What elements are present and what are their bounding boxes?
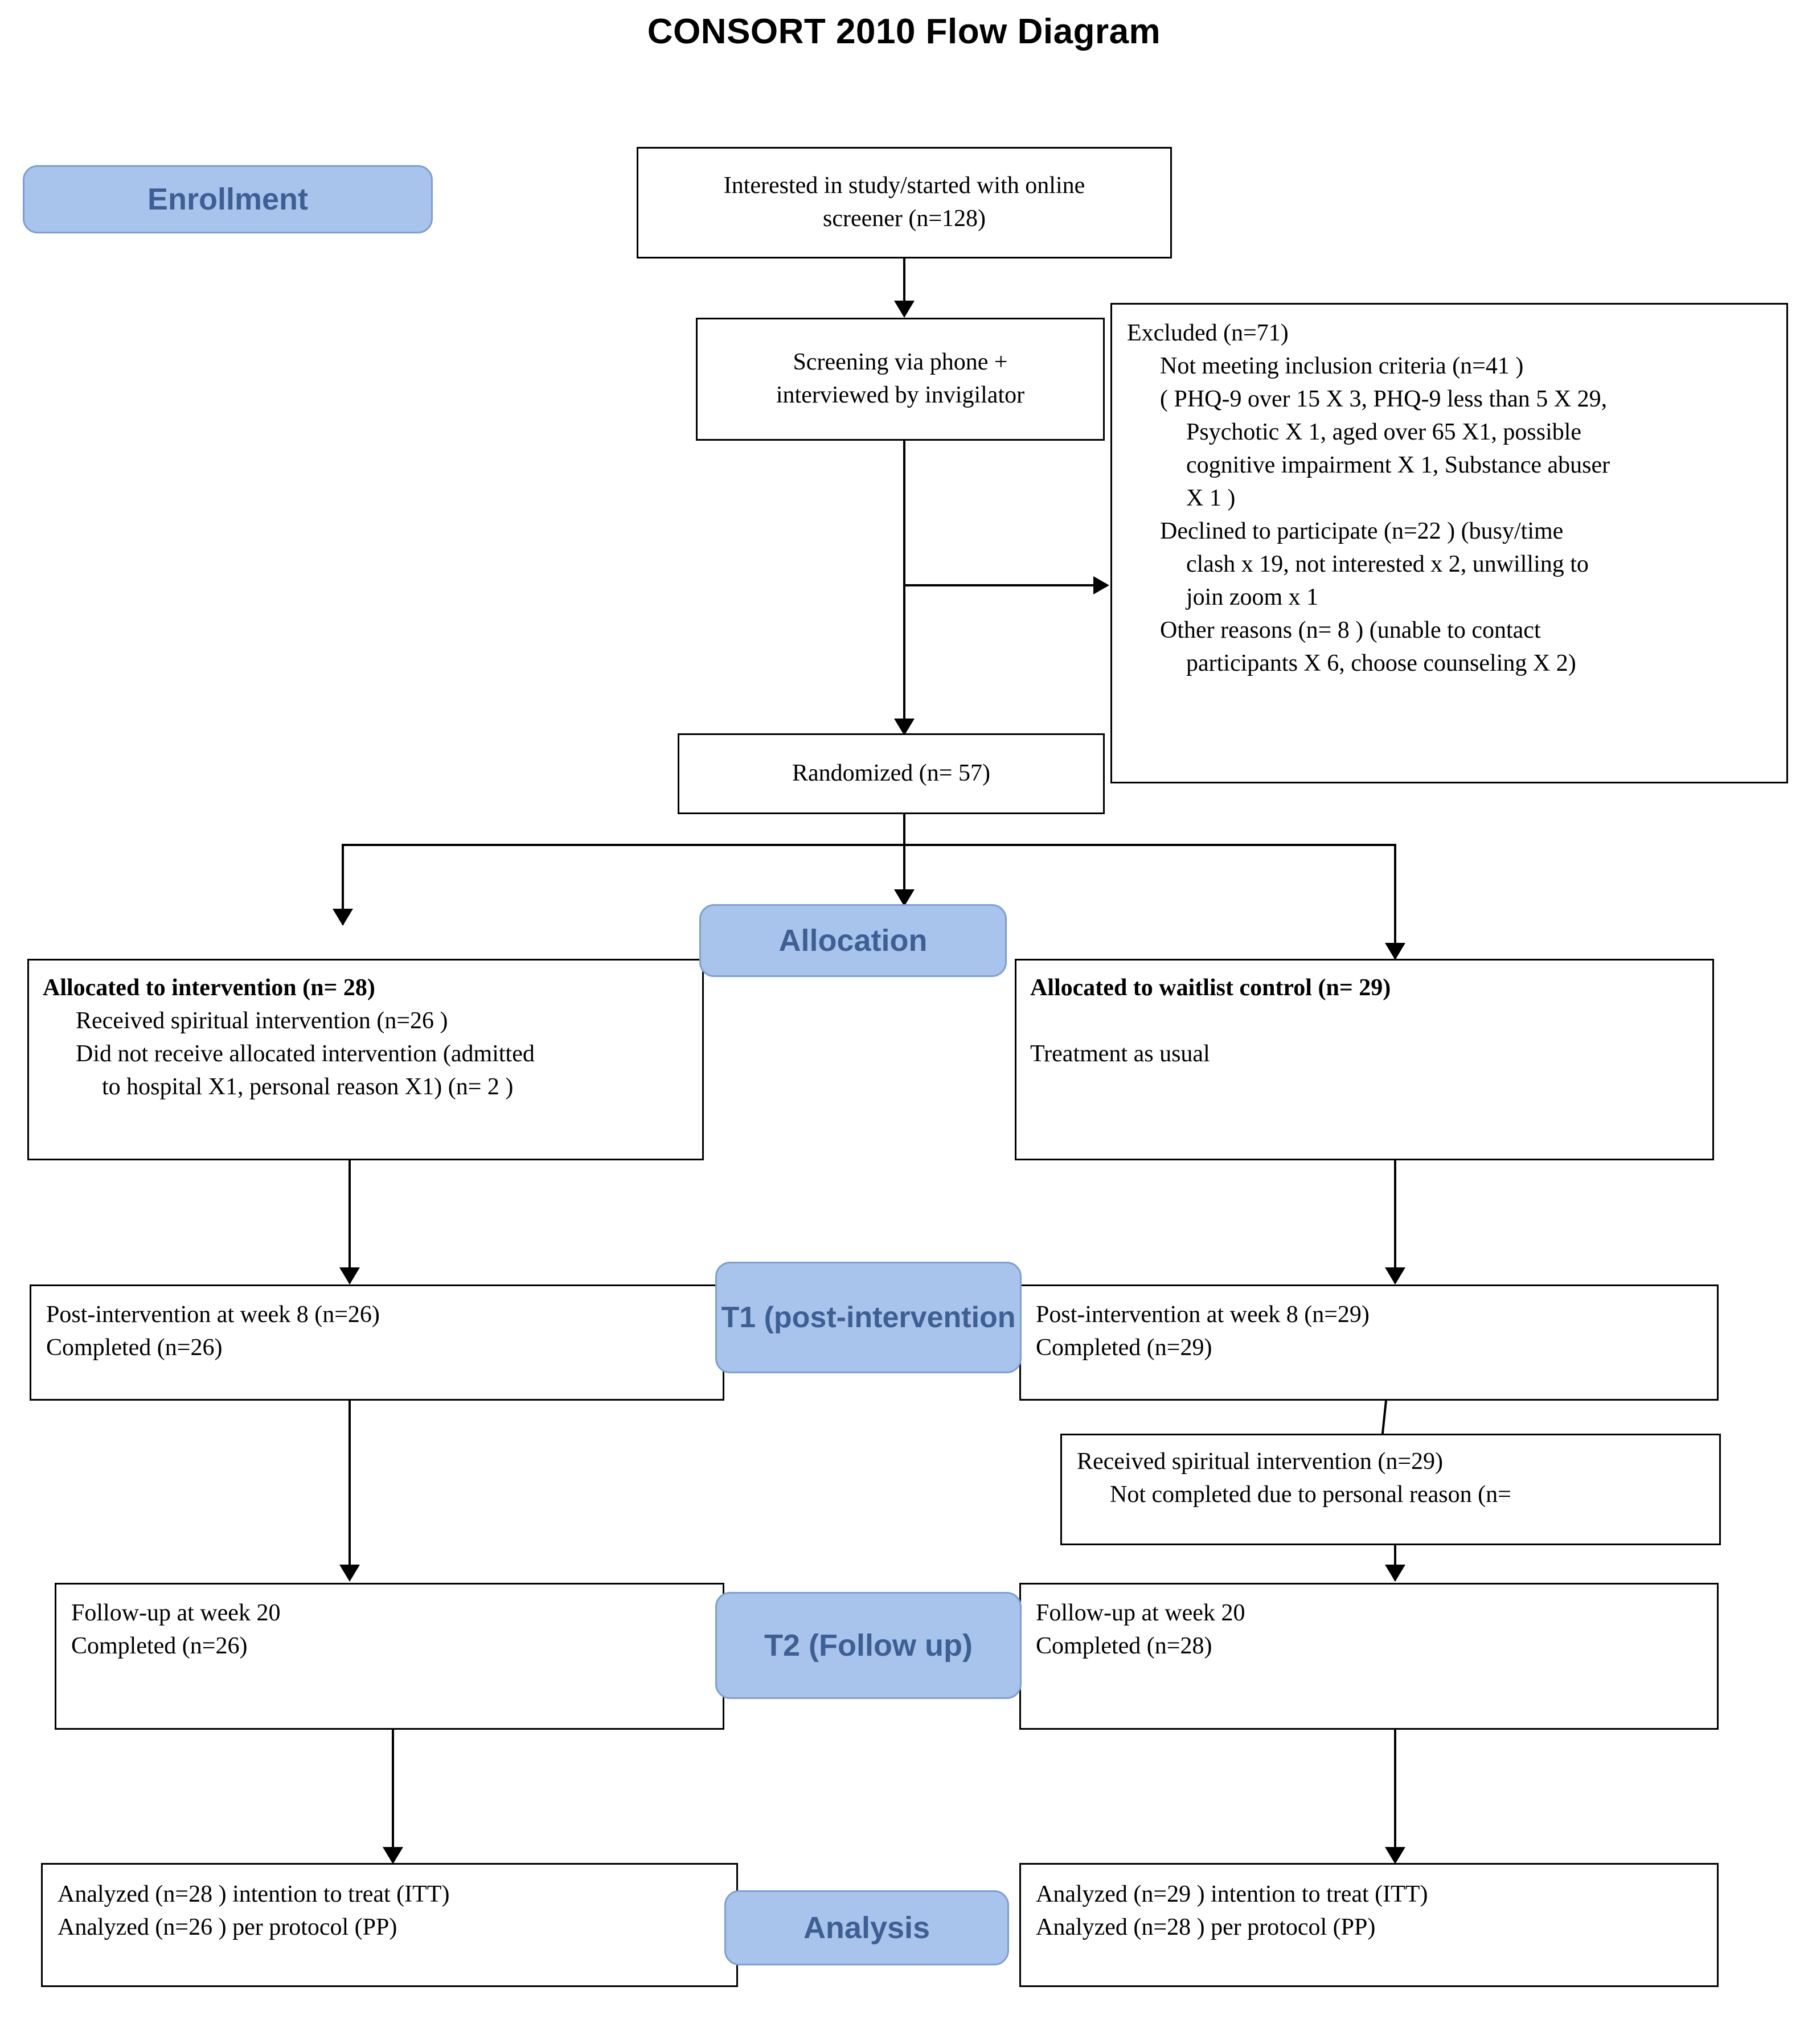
box-analysis-right bbox=[1019, 1863, 1719, 1987]
stage-label-enrollment: Enrollment bbox=[23, 165, 433, 233]
arrowhead-post-left bbox=[339, 1267, 360, 1284]
arrowhead-followup-left bbox=[339, 1565, 360, 1582]
box-excluded-l5: X 1 ) bbox=[1186, 485, 1236, 511]
stage-label-allocation: Allocation bbox=[699, 904, 1007, 977]
spacer bbox=[1030, 1005, 1699, 1038]
arrowhead-followup-right bbox=[1385, 1565, 1405, 1582]
box-crossover-l1: Received spiritual intervention (n=29) bbox=[1077, 1448, 1444, 1475]
box-followup-right-l1: Follow-up at week 20 bbox=[1036, 1600, 1245, 1626]
box-randomized-label: Randomized (n= 57) bbox=[792, 760, 990, 787]
box-analysis-left-l2: Analyzed (n=26 ) per protocol (PP) bbox=[58, 1914, 397, 1940]
box-analysis-left-l1: Analyzed (n=28 ) intention to treat (ITT) bbox=[58, 1881, 450, 1907]
box-screening-line2: interviewed by invigilator bbox=[776, 382, 1025, 408]
connector-post-crossover bbox=[1381, 1401, 1387, 1436]
box-post-intervention-right bbox=[1019, 1284, 1719, 1401]
box-excluded-l6: Declined to participate (n=22 ) (busy/time bbox=[1160, 518, 1564, 544]
box-allocated-intervention-l1: Received spiritual intervention (n=26 ) bbox=[76, 1007, 448, 1034]
box-allocated-intervention-l2: Did not receive allocated intervention (admitted bbox=[76, 1040, 535, 1067]
box-followup-left bbox=[55, 1583, 724, 1730]
connector-post-followup-left bbox=[349, 1401, 351, 1579]
box-excluded-l1: Not meeting inclusion criteria (n=41 ) bbox=[1160, 352, 1524, 379]
connector-screening-randomized bbox=[903, 441, 905, 734]
box-analysis-right-l1: Analyzed (n=29 ) intention to treat (ITT) bbox=[1036, 1881, 1428, 1907]
box-post-intervention-left bbox=[30, 1284, 724, 1401]
box-screening bbox=[696, 318, 1105, 441]
stage-label-analysis: Analysis bbox=[724, 1890, 1009, 1965]
box-interested-line2: screener (n=128) bbox=[822, 206, 986, 232]
box-followup-right bbox=[1019, 1583, 1719, 1730]
box-randomized bbox=[678, 733, 1105, 814]
box-followup-left-l2: Completed (n=26) bbox=[71, 1632, 248, 1659]
connector-split-horizontal bbox=[342, 844, 1396, 846]
box-excluded-l2: ( PHQ-9 over 15 X 3, PHQ-9 less than 5 X 29, bbox=[1160, 385, 1608, 412]
box-analysis-right-l2: Analyzed (n=28 ) per protocol (PP) bbox=[1036, 1914, 1376, 1940]
box-allocated-intervention bbox=[27, 959, 704, 1160]
box-post-right-l1: Post-intervention at week 8 (n=29) bbox=[1036, 1302, 1370, 1328]
box-allocated-intervention-l3: to hospital X1, personal reason X1) (n= 2 ) bbox=[102, 1073, 514, 1100]
connector-alloc-post-left bbox=[349, 1160, 351, 1283]
arrowhead-analysis-right bbox=[1385, 1847, 1405, 1864]
box-excluded-l3: Psychotic X 1, aged over 65 X1, possible bbox=[1186, 418, 1582, 445]
box-excluded-l4: cognitive impairment X 1, Substance abuser bbox=[1186, 452, 1610, 478]
stage-label-t2: T2 (Follow up) bbox=[715, 1592, 1022, 1699]
box-excluded-heading: Excluded (n=71) bbox=[1127, 320, 1289, 346]
connector-randomized-split bbox=[903, 814, 905, 846]
box-excluded-l9: Other reasons (n= 8 ) (unable to contact bbox=[1160, 617, 1541, 643]
connector-followup-analysis-right bbox=[1394, 1730, 1396, 1862]
box-excluded-l7: clash x 19, not interested x 2, unwilling to bbox=[1186, 551, 1589, 577]
box-allocated-intervention-heading: Allocated to intervention (n= 28) bbox=[43, 975, 375, 1001]
box-screening-line1: Screening via phone + bbox=[793, 349, 1008, 376]
box-post-right-l2: Completed (n=29) bbox=[1036, 1334, 1212, 1361]
arrowhead-post-right bbox=[1385, 1267, 1405, 1284]
box-allocated-control-heading: Allocated to waitlist control (n= 29) bbox=[1030, 975, 1391, 1001]
box-allocated-control-l1: Treatment as usual bbox=[1030, 1040, 1210, 1067]
arrowhead-alloc-left bbox=[333, 909, 353, 926]
arrowhead-analysis-left bbox=[383, 1847, 403, 1864]
page-title: CONSORT 2010 Flow Diagram bbox=[647, 12, 1161, 51]
box-analysis-left bbox=[41, 1863, 738, 1987]
box-interested bbox=[637, 147, 1172, 258]
connector-alloc-post-right bbox=[1394, 1160, 1396, 1283]
connector-screening-excluded bbox=[903, 584, 1102, 586]
connector-followup-analysis-left bbox=[392, 1730, 394, 1862]
box-excluded-l8: join zoom x 1 bbox=[1186, 584, 1319, 610]
box-allocated-control bbox=[1015, 959, 1714, 1160]
box-excluded bbox=[1110, 303, 1788, 783]
stage-label-t1: T1 (post-intervention bbox=[715, 1262, 1022, 1373]
box-crossover-l2: Not completed due to personal reason (n= bbox=[1110, 1481, 1511, 1508]
box-crossover bbox=[1060, 1434, 1721, 1545]
arrowhead-alloc-right bbox=[1385, 943, 1405, 960]
box-post-left-l1: Post-intervention at week 8 (n=26) bbox=[46, 1302, 380, 1328]
box-followup-left-l1: Follow-up at week 20 bbox=[71, 1600, 281, 1626]
box-followup-right-l2: Completed (n=28) bbox=[1036, 1632, 1212, 1659]
arrowhead-excluded bbox=[1093, 576, 1109, 594]
arrowhead-screening bbox=[894, 301, 915, 318]
box-interested-line1: Interested in study/started with online bbox=[723, 173, 1085, 199]
box-excluded-l10: participants X 6, choose counseling X 2) bbox=[1186, 650, 1576, 676]
box-post-left-l2: Completed (n=26) bbox=[46, 1334, 223, 1361]
